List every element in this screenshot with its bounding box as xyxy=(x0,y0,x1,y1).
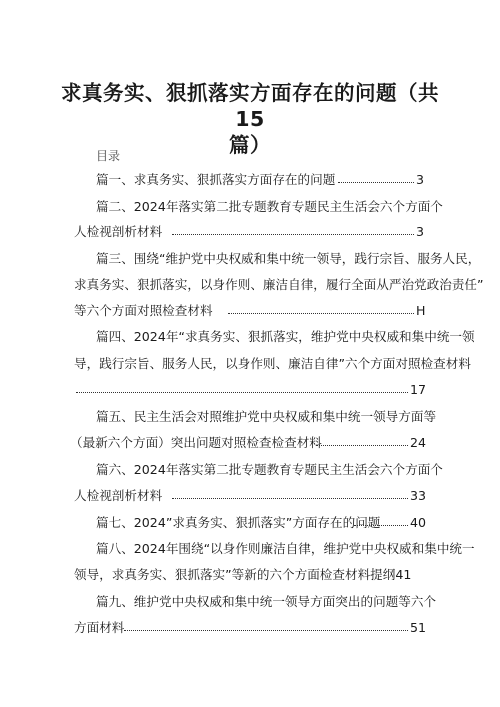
toc-entry-9-line-2[interactable]: 方面材料 xyxy=(74,620,125,635)
toc-entry-6-line-1[interactable]: 篇六、2024年落实第二批专题教育专题民主生活会六个方面个 xyxy=(96,462,443,477)
toc-entry-5-line-1[interactable]: 篇五、民主生活会对照维护党中央权威和集中统一领导方面等 xyxy=(96,409,437,424)
toc-entry-7-line-1[interactable]: 篇七、2024”求真务实、狠抓落实”方面存在的问题 xyxy=(96,515,381,530)
toc-entry-4-line-2[interactable]: 导，践行宗旨、服务人民，以身作则、廉洁自律”六个方面对照检查材料 xyxy=(74,356,471,371)
toc-entry-9-line-1[interactable]: 篇九、维护党中央权威和集中统一领导方面突出的问题等六个 xyxy=(96,594,437,609)
toc-heading: 目录 xyxy=(96,149,121,163)
toc-leader-dots xyxy=(338,182,414,183)
title-line-1: 求真务实、狠抓落实方面存在的问题（共15 xyxy=(61,81,439,131)
toc-entry-8-line-1[interactable]: 篇八、2024年围绕“以身作则廉洁自律，维护党中央权威和集中统一 xyxy=(96,541,475,556)
toc-entry-3-line-3[interactable]: 等六个方面对照检查材料 xyxy=(74,303,213,318)
toc-leader-dots xyxy=(172,234,414,235)
toc-leader-dots xyxy=(354,525,408,526)
toc-entry-3-page: H xyxy=(416,303,426,318)
toc-entry-5-page: 24 xyxy=(410,435,427,450)
toc-entry-1-page: 3 xyxy=(416,172,425,187)
toc-entry-2-line-1[interactable]: 篇二、2024年落实第二批专题教育专题民主生活会六个方面个 xyxy=(96,199,443,214)
toc-entry-6-page: 33 xyxy=(410,488,427,503)
toc-entry-5-line-2[interactable]: （最新六个方面）突出问题对照检查检查材料 xyxy=(70,435,322,450)
toc-leader-dots xyxy=(124,630,408,631)
toc-leader-dots xyxy=(316,445,408,446)
toc-entry-8-line-2[interactable]: 领导，求真务实、狠抓落实”等新的六个方面检查材料提纲41 xyxy=(74,567,412,582)
toc-entry-7-page: 40 xyxy=(410,515,427,530)
toc-entry-9-page: 51 xyxy=(410,620,427,635)
toc-entry-2-line-2[interactable]: 人检视剖析材料 xyxy=(74,224,163,239)
toc-entry-4-page: 17 xyxy=(410,382,427,397)
toc-leader-dots xyxy=(228,313,414,314)
toc-entry-6-line-2[interactable]: 人检视剖析材料 xyxy=(74,488,163,503)
toc-entry-1-line-1[interactable]: 篇一、求真务实、狠抓落实方面存在的问题 xyxy=(96,172,336,187)
toc-entry-3-line-1[interactable]: 篇三、围绕“维护党中央权威和集中统一领导，践行宗旨、服务人民， xyxy=(96,251,481,266)
toc-leader-dots xyxy=(76,392,408,393)
toc-entry-3-line-2[interactable]: 求真务实、狠抓落实，以身作则、廉洁自律，履行全面从严治党政治责任” xyxy=(74,277,484,292)
toc-entry-4-line-1[interactable]: 篇四、2024年“求真务实、狠抓落实，维护党中央权威和集中统一领 xyxy=(96,329,475,344)
title-line-2: 篇） xyxy=(229,133,271,157)
toc-entry-2-page: 3 xyxy=(416,224,425,239)
toc-leader-dots xyxy=(172,498,408,499)
